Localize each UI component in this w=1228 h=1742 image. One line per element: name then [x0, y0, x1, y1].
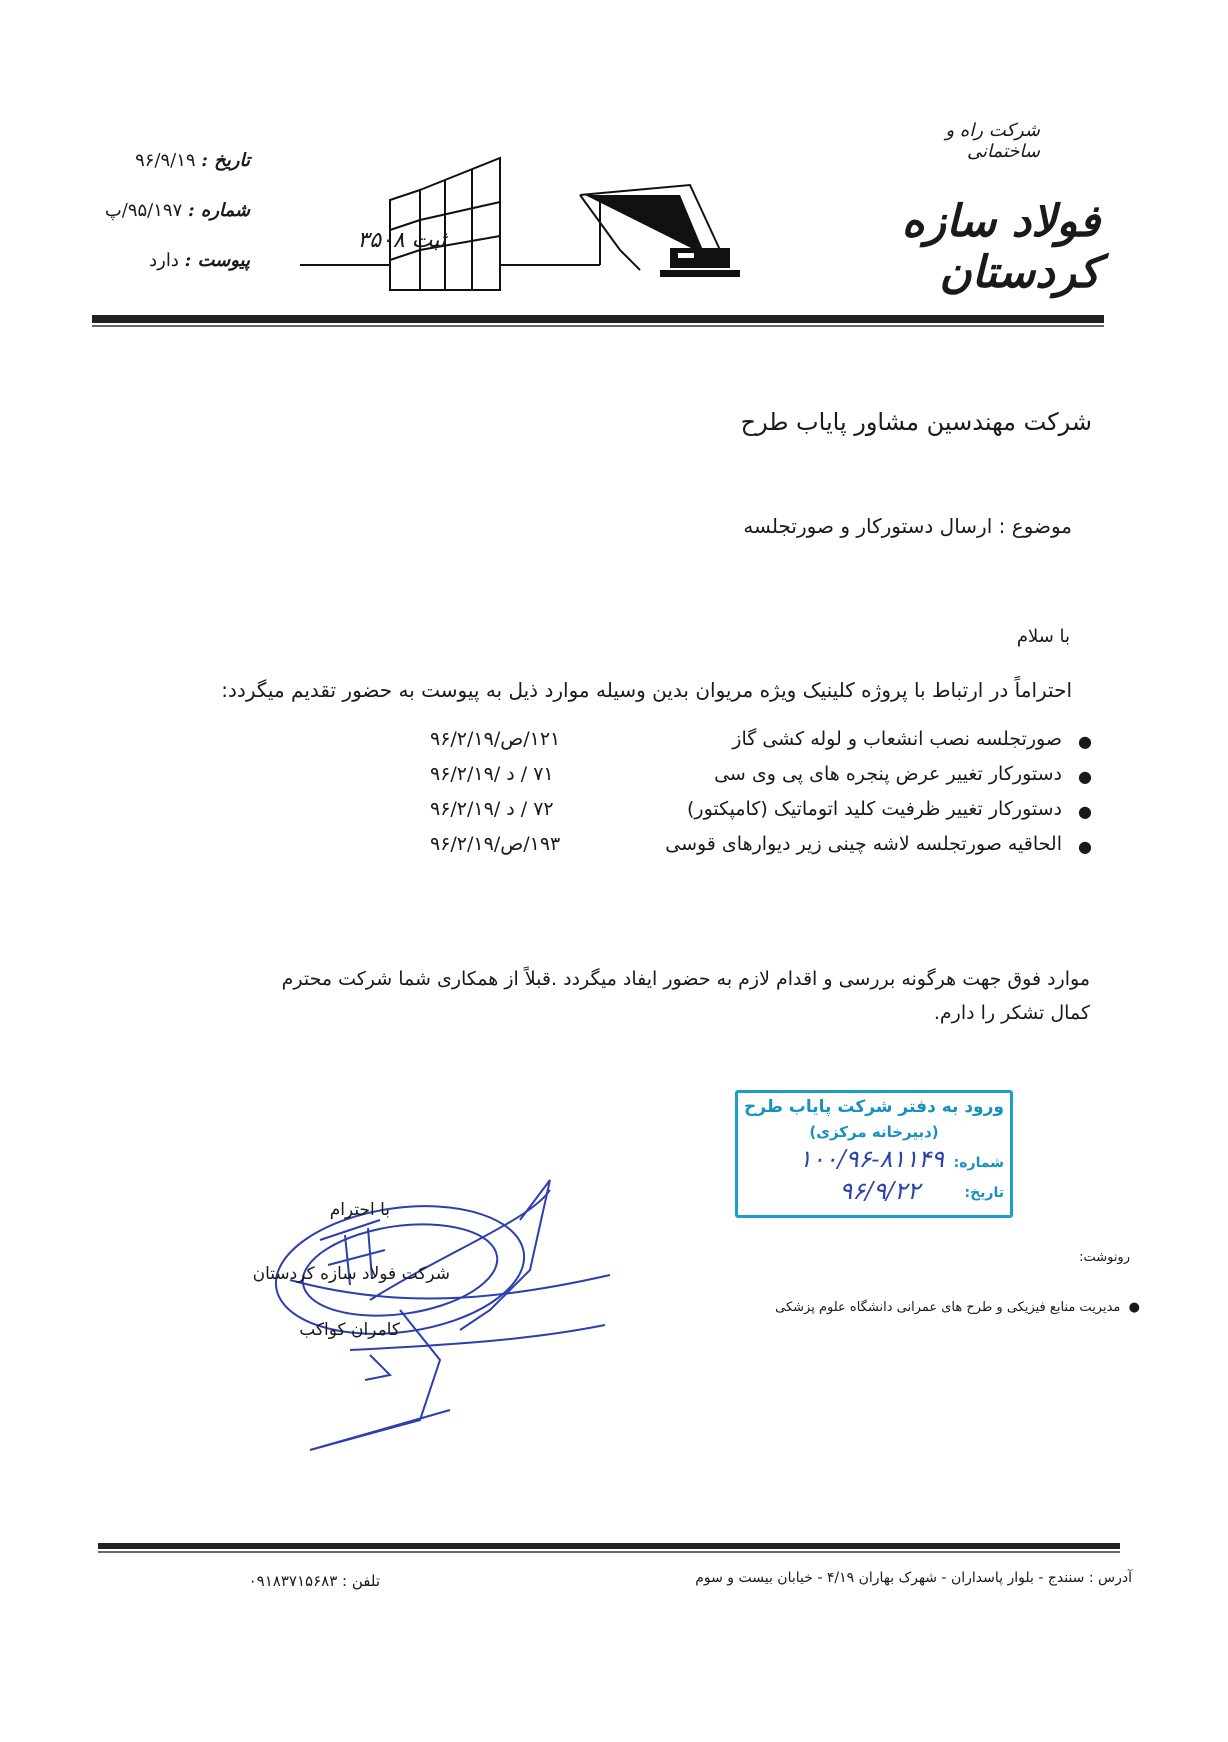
closing-line-2: کمال تشکر را دارم. [933, 1002, 1090, 1024]
item-text: دستورکار تغییر عرض پنجره های پی وی سی [714, 763, 1062, 785]
subject: موضوع : ارسال دستورکار و صورتجلسه [743, 514, 1072, 538]
list-item [380, 833, 1092, 868]
copies-item-text: مدیریت منابع فیزیکی و طرح های عمرانی دانشگاه علوم پزشکی [775, 1300, 1121, 1315]
item-text: دستورکار تغییر ظرفیت کلید اتوماتیک (کامپکتور) [687, 798, 1062, 820]
signature-regards: با احترام [329, 1200, 390, 1220]
item-code: ۷۲ / د /۹۶/۲/۱۹ [430, 798, 554, 820]
list-item [380, 763, 1092, 798]
stamp-title: ورود به دفتر شرکت پایاب طرح [744, 1097, 1004, 1117]
stamp-number-value: ۱۰۰/۹۶-۸۱۱۴۹ [798, 1145, 944, 1173]
item-code: ۱۹۳/ص/۹۶/۲/۱۹ [430, 833, 561, 855]
bullet-icon: ● [1120, 1300, 1140, 1315]
item-code: ۷۱ / د /۹۶/۲/۱۹ [430, 763, 554, 785]
date-label: تاریخ : [201, 150, 250, 171]
intro-paragraph: احتراماً در ارتباط با پروژه کلینیک ویژه مریوان بدین وسیله موارد ذیل به پیوست به حضور تقدیم میگردد: [221, 678, 1072, 702]
header-divider [92, 315, 1104, 323]
footer-phone [120, 1572, 380, 1590]
attachment-label: پیوست : [184, 250, 250, 271]
number-label: شماره : [187, 200, 250, 221]
list-item [380, 798, 1092, 833]
signatory-name: کامران کواکب [299, 1320, 400, 1340]
footer-divider-thin [98, 1551, 1120, 1553]
attachment-value: دارد [149, 250, 179, 271]
list-item [380, 728, 1092, 763]
date-value: ۹۶/۹/۱۹ [135, 150, 196, 171]
company-tagline: شرکت راه و ساختمانی [945, 120, 1040, 162]
phone-value: ۰۹۱۸۳۷۱۵۶۸۳ [248, 1572, 338, 1590]
stamp-date-value: ۹۶/۹/۲۲ [839, 1177, 920, 1205]
greeting: با سلام [1016, 626, 1070, 647]
header-divider-thin [92, 325, 1104, 327]
registration-number: ثبت ۳۵۰۸ [357, 228, 446, 253]
number-value: ۹۵/۱۹۷/پ [104, 200, 183, 221]
signature-company: شرکت فولاد سازه کردستان [252, 1264, 450, 1284]
attachment-list [380, 728, 1092, 868]
copies-label: رونوشت: [1079, 1250, 1130, 1265]
number-row [80, 200, 250, 221]
stamp-subtitle: (دبیرخانه مرکزی) [809, 1123, 939, 1141]
stamp-date-label: تاریخ: [964, 1185, 1004, 1201]
bullet-icon: ● [1078, 837, 1092, 856]
closing-paragraph [120, 962, 1090, 1030]
stamp-number-label: شماره: [953, 1155, 1004, 1171]
footer-address: آدرس : سنندج - بلوار پاسداران - شهرک بهاران ۴/۱۹ - خیابان بیست و سوم [695, 1570, 1132, 1586]
closing-line-1: موارد فوق جهت هرگونه بررسی و اقدام لازم به حضور ایفاد میگردد .قبلاً از همکاری شما شرکت محترم [281, 968, 1090, 990]
bullet-icon: ● [1078, 767, 1092, 786]
copies-item [700, 1300, 1140, 1315]
item-code: ۱۲۱/ص/۹۶/۲/۱۹ [430, 728, 561, 750]
recipient: شرکت مهندسین مشاور پایاب طرح [740, 408, 1092, 436]
item-text: صورتجلسه نصب انشعاب و لوله کشی گاز [732, 728, 1062, 750]
item-text: الحاقیه صورتجلسه لاشه چینی زیر دیوارهای قوسی [665, 833, 1062, 855]
bullet-icon: ● [1078, 802, 1092, 821]
bullet-icon: ● [1078, 732, 1092, 751]
date-row [80, 150, 250, 171]
footer-divider [98, 1543, 1120, 1549]
receipt-stamp [735, 1090, 1013, 1218]
company-name: فولاد سازه کردستان [901, 196, 1100, 298]
company-logo [300, 140, 740, 300]
phone-label: تلفن : [342, 1572, 380, 1590]
attachment-row [80, 250, 250, 271]
